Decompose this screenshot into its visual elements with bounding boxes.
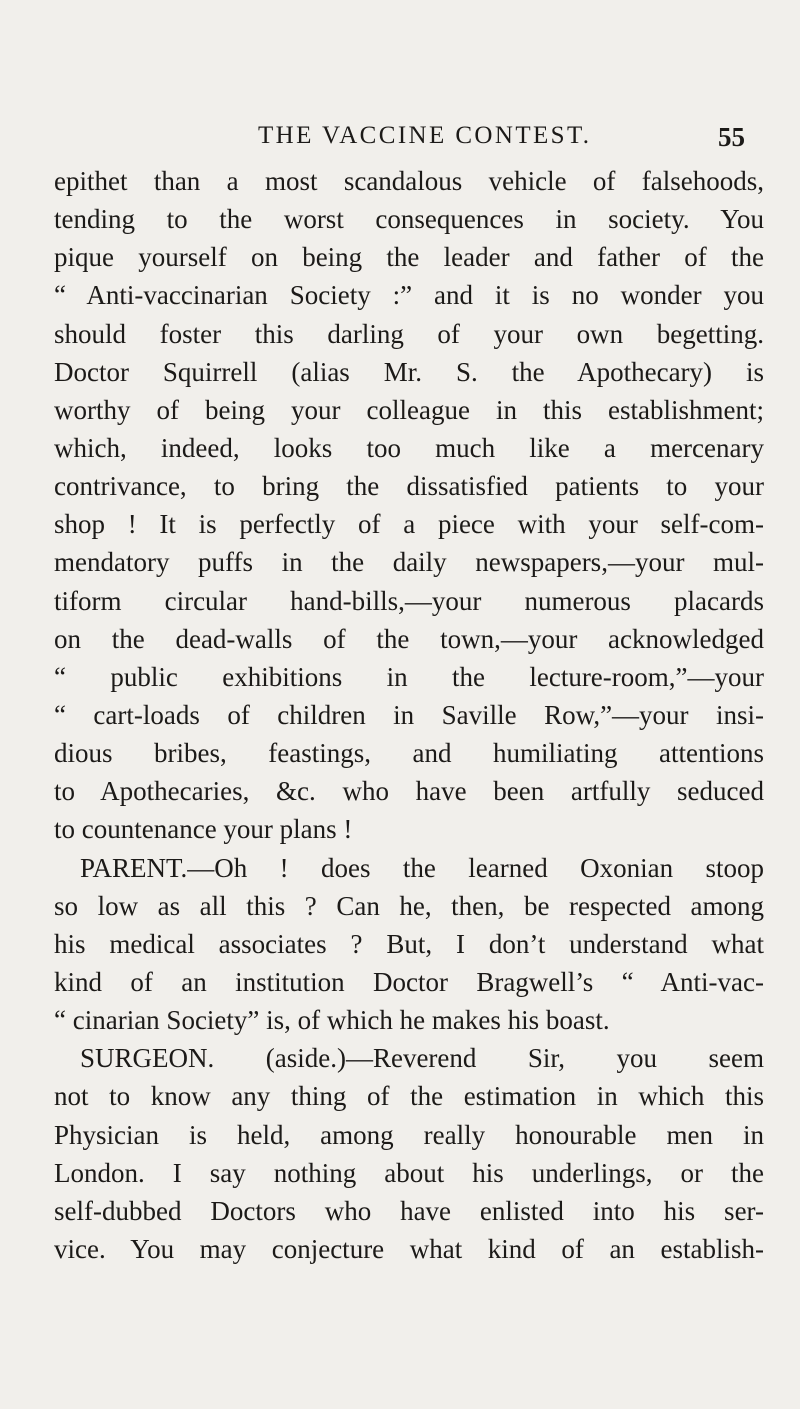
text-line: “ Anti-vaccinarian Society :” and it is no wonder you [54,280,764,311]
text-line: epithet than a most scandalous vehicle of falsehoods, [54,166,764,196]
text-line: “ public exhibitions in the lecture-room,”—your [54,661,764,692]
text-line: vice. You may conjecture what kind of an establish- [54,1233,764,1264]
text-line: Doctor Squirrell (alias Mr. S. the Apothecary) is [54,356,764,387]
text-line: “ cinarian Society” is, of which he makes his boast. [54,1005,610,1036]
text-line: tending to the worst consequences in society. You [54,204,764,235]
text-line: his medical associates ? But, I don’t understand what [54,928,764,959]
running-title: THE VACCINE CONTEST. [258,122,592,149]
page-number: 55 [718,122,745,152]
text-line: contrivance, to bring the dissatisfied patients to your [54,471,764,502]
text-line: PARENT.—Oh ! does the learned Oxonian stoop [80,852,764,883]
text-line: pique yourself on being the leader and father of the [54,242,764,273]
text-line: dious bribes, feastings, and humiliating attentions [54,738,764,769]
text-line: self-dubbed Doctors who have enlisted into his ser- [54,1195,764,1226]
text-line: worthy of being your colleague in this establishment; [54,394,764,425]
text-line: which, indeed, looks too much like a mercenary [54,432,764,463]
text-line: London. I say nothing about his underlings, or the [54,1157,764,1188]
text-line: mendatory puffs in the daily newspapers,—your mul- [54,547,764,578]
running-head [0,122,800,158]
text-line: not to know any thing of the estimation in which this [54,1081,764,1112]
text-line: on the dead-walls of the town,—your acknowledged [54,623,764,654]
body-text [54,162,764,1268]
text-line: so low as all this ? Can he, then, be respected among [54,890,764,921]
text-line: should foster this darling of your own begetting. [54,318,764,349]
text-line: Physician is held, among really honourable men in [54,1119,764,1150]
text-line: shop ! It is perfectly of a piece with your self-com- [54,509,764,540]
text-line: tiform circular hand-bills,—your numerous placards [54,585,764,616]
text-line: “ cart-loads of children in Saville Row,”—your insi- [54,699,764,730]
text-line: to Apothecaries, &c. who have been artfully seduced [54,776,764,807]
text-line: to countenance your plans ! [54,814,353,845]
text-line: kind of an institution Doctor Bragwell’s “ Anti-vac- [54,966,764,997]
text-line: SURGEON. (aside.)—Reverend Sir, you seem [80,1043,764,1074]
